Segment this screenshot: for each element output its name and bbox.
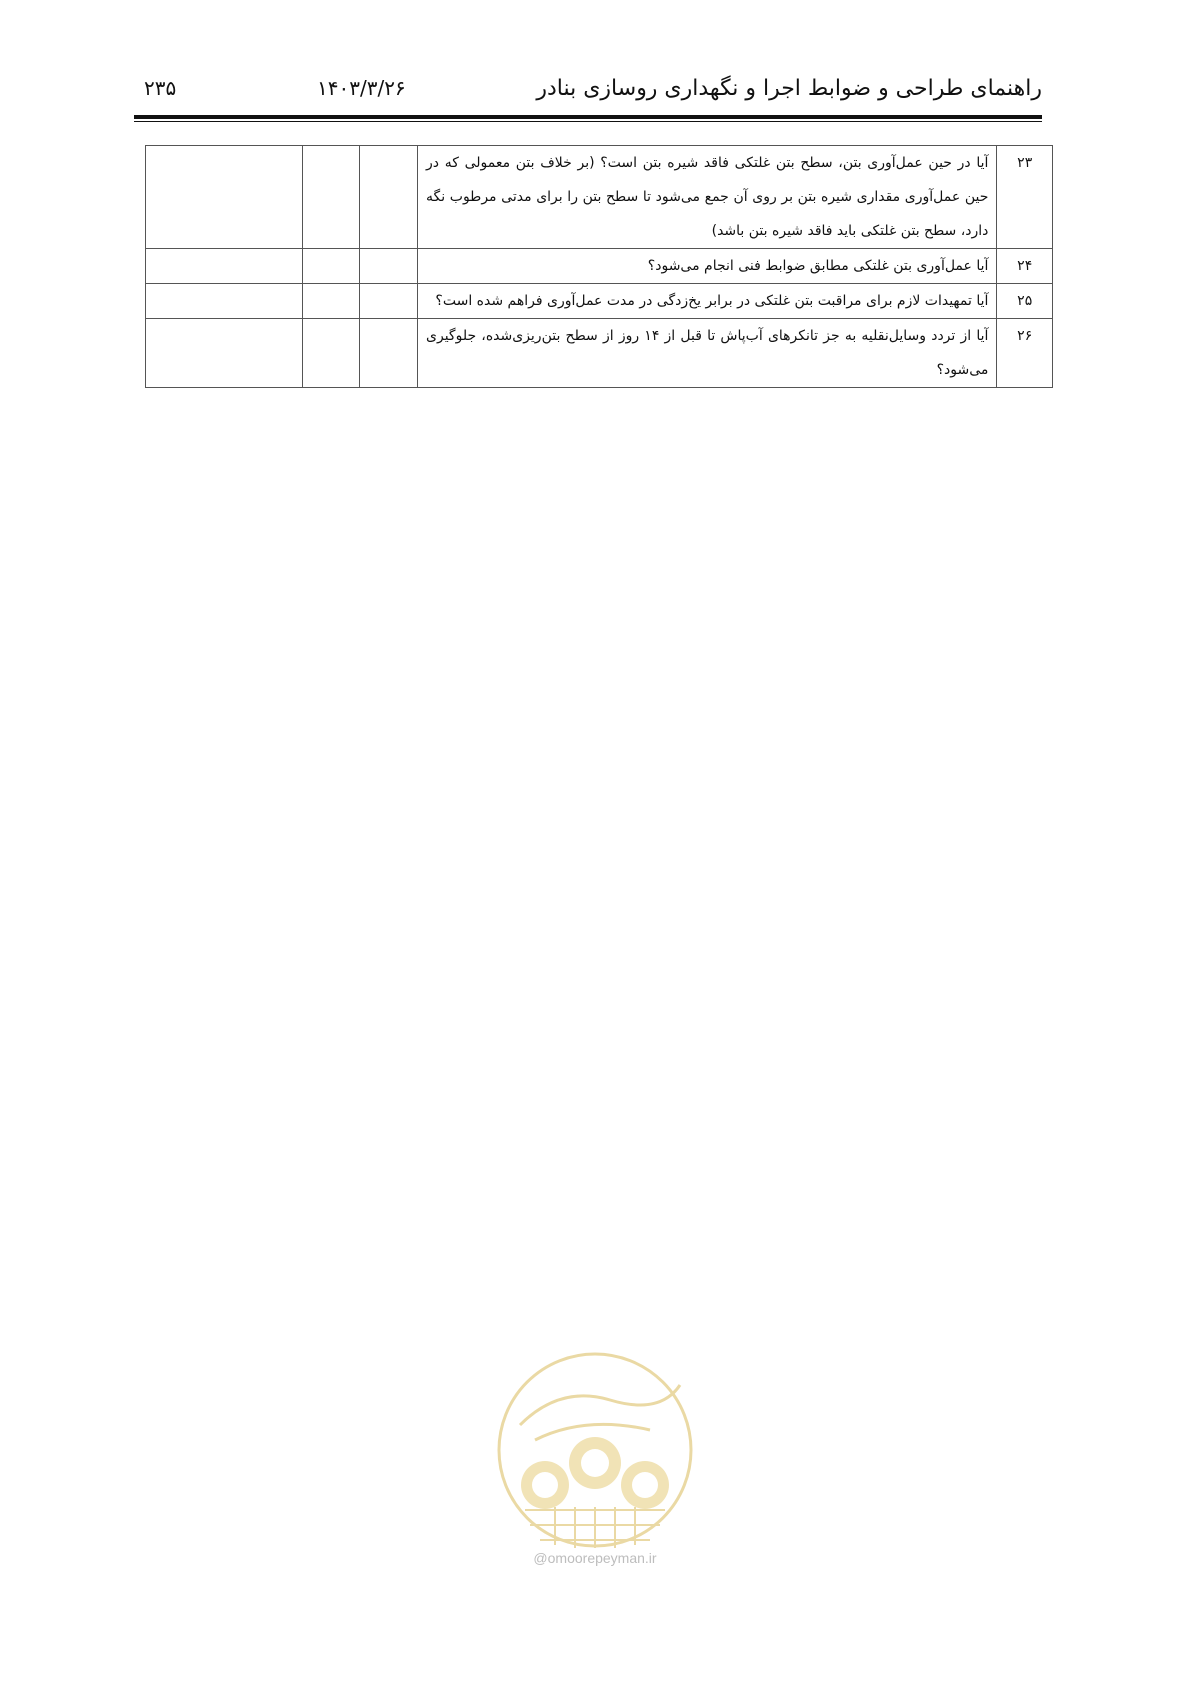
row-number: ۲۳	[997, 146, 1053, 249]
table-row	[146, 284, 1053, 319]
row-number: ۲۵	[997, 284, 1053, 319]
row-number: ۲۶	[997, 319, 1053, 388]
blank-cell	[360, 319, 418, 388]
blank-cell	[360, 284, 418, 319]
blank-cell	[146, 284, 303, 319]
table-row	[146, 146, 1053, 249]
document-date: ۱۴۰۳/۳/۲۶	[317, 76, 406, 100]
document-title: راهنمای طراحی و ضوابط اجرا و نگهداری روسازی بنادر	[536, 76, 1042, 101]
blank-cell	[302, 249, 360, 284]
blank-cell	[302, 284, 360, 319]
row-number: ۲۴	[997, 249, 1053, 284]
header-rule-thin	[134, 121, 1042, 122]
blank-cell	[146, 249, 303, 284]
table-row	[146, 319, 1053, 388]
checklist-table	[145, 145, 1053, 388]
row-question: آیا تمهیدات لازم برای مراقبت بتن غلتکی در برابر یخ‌زدگی در مدت عمل‌آوری فراهم شده است؟	[418, 284, 997, 319]
blank-cell	[146, 319, 303, 388]
row-question: آیا در حین عمل‌آوری بتن، سطح بتن غلتکی فاقد شیره بتن است؟ (بر خلاف بتن معمولی که در حین عمل‌آوری مقداری شیره بتن بر روی آن جمع می‌شود تا سطح بتن را برای مدتی مرطوب نگه دارد، سطح بتن غلتکی باید فاقد شیره بتن باشد)	[418, 146, 997, 249]
blank-cell	[360, 249, 418, 284]
row-question: آیا از تردد وسایل‌نقلیه به جز تانکرهای آب‌پاش تا قبل از ۱۴ روز از سطح بتن‌ریزی‌شده، جلوگیری می‌شود؟	[418, 319, 997, 388]
row-question: آیا عمل‌آوری بتن غلتکی مطابق ضوابط فنی انجام می‌شود؟	[418, 249, 997, 284]
table-row	[146, 249, 1053, 284]
page-header	[134, 76, 1042, 110]
blank-cell	[302, 319, 360, 388]
page-number: ۲۳۵	[144, 76, 177, 100]
blank-cell	[302, 146, 360, 249]
watermark-url: @omoorepeyman.ir	[533, 1550, 657, 1566]
blank-cell	[146, 146, 303, 249]
header-rule-thick	[134, 115, 1042, 119]
blank-cell	[360, 146, 418, 249]
watermark-logo-icon	[490, 1335, 700, 1585]
